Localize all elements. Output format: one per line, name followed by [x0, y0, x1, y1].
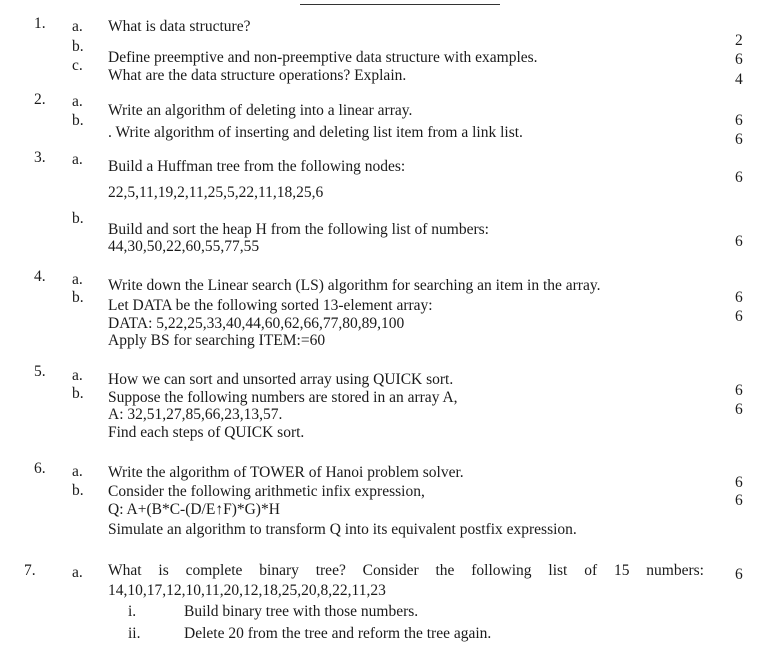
part-label: b.	[72, 385, 84, 402]
part-label: a.	[72, 463, 83, 480]
marks-value: 6	[735, 401, 743, 418]
part-label: c.	[72, 57, 83, 74]
marks-value: 6	[735, 51, 743, 68]
question-number: 3.	[34, 149, 46, 166]
node-list: 22,5,11,19,2,11,25,5,22,11,18,25,6	[108, 184, 324, 201]
word: Consider	[362, 562, 419, 579]
question-number: 6.	[34, 460, 46, 477]
part-label: a.	[72, 271, 83, 288]
instruction: Simulate an algorithm to transform Q into its equivalent postfix expression.	[108, 521, 577, 538]
part-label: a.	[72, 564, 83, 581]
question-text: What is data structure?	[108, 18, 251, 35]
word: binary	[259, 562, 299, 579]
question-text: Consider the following arithmetic infix expression,	[108, 483, 425, 500]
question-text: Write an algorithm of deleting into a linear array.	[108, 102, 413, 119]
question-text-justified	[108, 561, 704, 580]
question-number: 1.	[34, 15, 46, 32]
question-text: Suppose the following numbers are stored in an array A,	[108, 389, 458, 406]
roman-label: ii.	[128, 625, 141, 642]
sub-item-text: Build binary tree with those numbers.	[184, 603, 419, 620]
marks-value: 6	[735, 566, 743, 583]
question-text: Let DATA be the following sorted 13-element array:	[108, 297, 433, 314]
part-label: b.	[72, 482, 84, 499]
instruction: Find each steps of QUICK sort.	[108, 424, 305, 441]
question-number: 7.	[24, 562, 36, 579]
marks-value: 6	[735, 112, 743, 129]
part-label: b.	[72, 289, 84, 306]
marks-value: 6	[735, 233, 743, 250]
part-label: b.	[72, 112, 84, 129]
word: following	[471, 562, 532, 579]
marks-value: 4	[735, 71, 743, 88]
marks-value: 6	[735, 289, 743, 306]
sub-item-text: Delete 20 from the tree and reform the tree again.	[184, 625, 492, 642]
array-data: DATA: 5,22,25,33,40,44,60,62,66,77,80,89,100	[108, 315, 405, 332]
marks-value: 6	[735, 474, 743, 491]
question-text: Define preemptive and non-preemptive data structure with examples.	[108, 49, 538, 66]
word: of	[584, 562, 598, 579]
marks-value: 6	[735, 169, 743, 186]
word: What	[108, 562, 142, 579]
part-label: a.	[72, 367, 83, 384]
word: is	[158, 562, 169, 579]
word: complete	[185, 562, 243, 579]
marks-value: 6	[735, 492, 743, 509]
search-instruction: Apply BS for searching ITEM:=60	[108, 332, 326, 349]
part-label: a.	[72, 18, 83, 35]
array-data: A: 32,51,27,85,66,23,13,57.	[108, 406, 283, 423]
marks-value: 2	[735, 32, 743, 49]
word: list	[548, 562, 568, 579]
question-number: 2.	[34, 91, 46, 108]
cropped-header-rule	[300, 0, 500, 5]
question-text: . Write algorithm of inserting and deleting list item from a link list.	[108, 124, 523, 141]
marks-value: 6	[735, 131, 743, 148]
number-list: 14,10,17,12,10,11,20,12,18,25,20,8,22,11,23	[108, 582, 386, 599]
question-text: Write the algorithm of TOWER of Hanoi problem solver.	[108, 464, 464, 481]
roman-label: i.	[128, 603, 137, 620]
question-text: What are the data structure operations? Explain.	[108, 67, 407, 84]
part-label: b.	[72, 38, 84, 55]
marks-value: 6	[735, 382, 743, 399]
question-text: Build and sort the heap H from the following list of numbers:	[108, 221, 489, 238]
number-list: 44,30,50,22,60,55,77,55	[108, 238, 260, 255]
word: the	[435, 562, 455, 579]
part-label: b.	[72, 210, 84, 227]
question-number: 5.	[34, 363, 46, 380]
word: numbers:	[646, 562, 704, 579]
question-number: 4.	[34, 268, 46, 285]
question-text: Write down the Linear search (LS) algorithm for searching an item in the array.	[108, 277, 601, 294]
question-text: Build a Huffman tree from the following nodes:	[108, 158, 406, 175]
part-label: a.	[72, 93, 83, 110]
expression: Q: A+(B*C-(D/E↑F)*G)*H	[108, 501, 280, 518]
part-label: a.	[72, 151, 83, 168]
question-text: How we can sort and unsorted array using QUICK sort.	[108, 371, 454, 388]
word: 15	[613, 562, 630, 579]
word: tree?	[315, 562, 346, 579]
marks-value: 6	[735, 308, 743, 325]
